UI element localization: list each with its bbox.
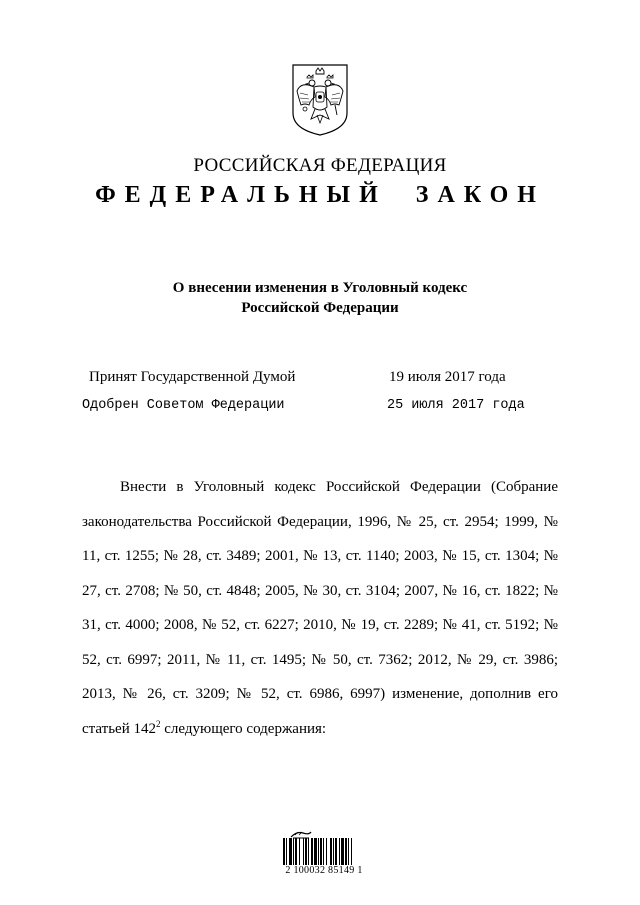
duma-adoption-date: 19 июля 2017 года: [389, 369, 506, 385]
body-text-end: следующего содержания:: [160, 720, 327, 737]
law-title: [0, 278, 640, 318]
russian-coat-of-arms-icon: [287, 63, 353, 137]
law-title-line-1: О внесении изменения в Уголовный кодекс: [172, 280, 468, 296]
barcode-number: 2 100032 85149 1: [285, 865, 363, 876]
council-approval-label: Одобрен Советом Федерации: [82, 398, 285, 413]
printing-house-stamp-icon: [289, 826, 313, 836]
law-body-paragraph: [82, 470, 558, 746]
body-text: Внести в Уголовный кодекс Российской Федерации (Собрание законодательства Российской Федерации, 1996, № 25, ст. 2954; 1999, № 11, ст. 1255; № 28, ст. 3489; 2001, № 13, ст. 1140; 2003, № 15, ст. 1304; № 27, ст. 2708; № 50, ст. 4848; 2005, № 30, ст. 3104; 2007, № 16, ст. 1822; № 31, ст. 4000; 2008, № 52, ст. 6227; 2010, № 19, ст. 2289; № 41, ст. 5192; № 52, ст. 6997; 2011, № 11, ст. 1495; № 50, ст. 7362; 2012, № 29, ст. 3986; 2013, № 26, ст. 3209; № 52, ст. 6986, 6997) изменение, дополнив его статьей 142: [82, 479, 558, 737]
duma-adoption-label: Принят Государственной Думой: [89, 369, 296, 385]
document-type-heading: ФЕДЕРАЛЬНЫЙ ЗАКОН: [95, 182, 545, 208]
barcode-icon: [283, 838, 359, 865]
council-approval-date: 25 июля 2017 года: [387, 398, 525, 413]
law-title-line-2: Российской Федерации: [241, 300, 399, 316]
article-superscript: 2: [156, 718, 161, 729]
country-name: РОССИЙСКАЯ ФЕДЕРАЦИЯ: [193, 155, 447, 176]
